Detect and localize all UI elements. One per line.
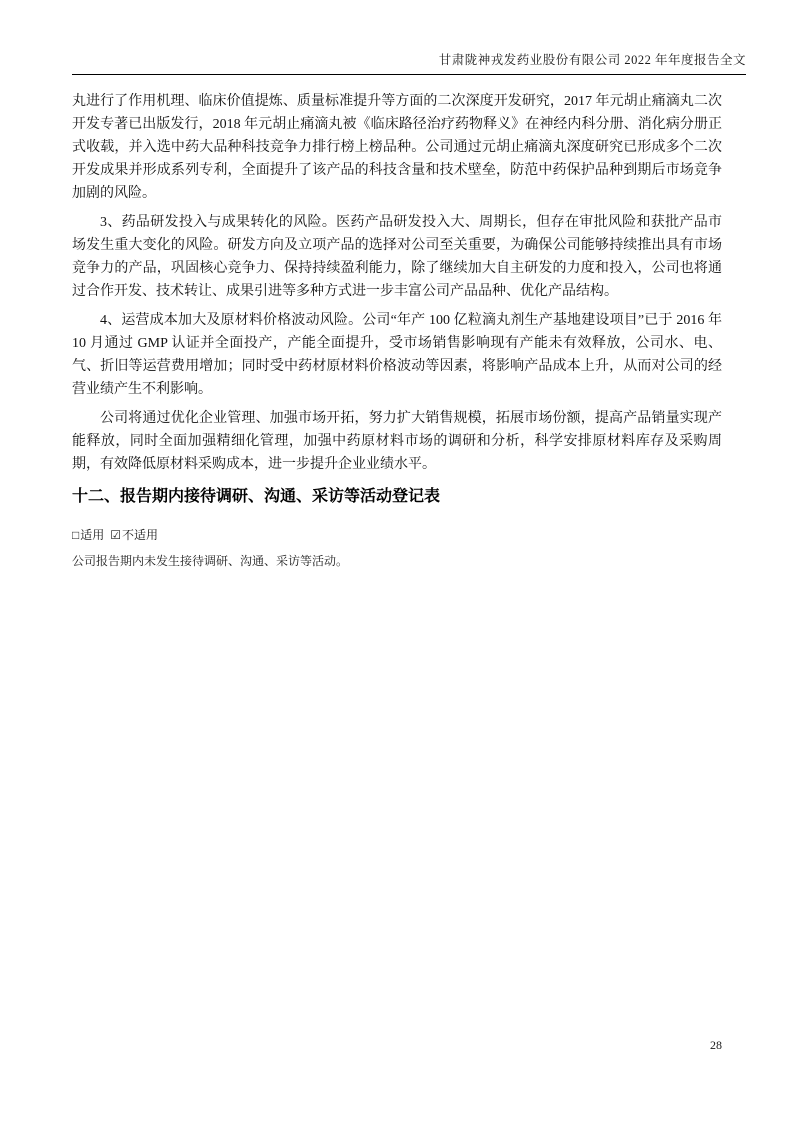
checkbox-not-applicable-label: 不适用	[122, 528, 159, 542]
note-text: 公司报告期内未发生接待调研、沟通、采访等活动。	[72, 554, 349, 568]
paragraph: 4、运营成本加大及原材料价格波动风险。公司“年产 100 亿粒滴丸剂生产基地建设项目”已于 2016 年 10 月通过 GMP 认证并全面投产，产能全面提升，受市场销售影响现有产能未有效释放，公司水、电、气、折旧等运营费用增加；同时受中药材原材料价格波动等因素，将影响产品成本上升，从而对公司的经营业绩产生不利影响。	[72, 313, 722, 397]
section-heading: 十二、报告期内接待调研、沟通、采访等活动登记表	[72, 488, 441, 505]
applicability-row	[72, 526, 722, 544]
checkbox-not-applicable	[110, 528, 158, 542]
paragraph: 丸进行了作用机理、临床价值提炼、质量标准提升等方面的二次深度开发研究，2017 年元胡止痛滴丸二次开发专著已出版发行，2018 年元胡止痛滴丸被《临床路径治疗药物释义》在神经内科分册、消化病分册正式收载，并入选中药大品种科技竞争力排行榜上榜品种。公司通过元胡止痛滴丸深度研究已形成多个二次开发成果并形成系列专利，全面提升了该产品的科技含量和技术壁垒，防范中药保护品种到期后市场竞争加剧的风险。	[72, 94, 722, 201]
paragraph: 3、药品研发投入与成果转化的风险。医药产品研发投入大、周期长，但存在审批风险和获批产品市场发生重大变化的风险。研发方向及立项产品的选择对公司至关重要，为确保公司能够持续推出具有市场竞争力的产品，巩固核心竞争力、保持持续盈利能力，除了继续加大自主研发的力度和投入，公司也将通过合作开发、技术转让、成果引进等多种方式进一步丰富公司产品品种、优化产品结构。	[72, 215, 722, 299]
page-footer	[72, 1036, 722, 1054]
checkbox-applicable	[72, 528, 104, 542]
page-body	[72, 90, 722, 570]
checkbox-applicable-label: 适用	[80, 528, 105, 542]
page-header	[72, 53, 746, 75]
paragraph: 公司将通过优化企业管理、加强市场开拓，努力扩大销售规模，拓展市场份额，提高产品销量实现产能释放，同时全面加强精细化管理，加强中药原材料市场的调研和分析，科学安排原材料库存及采购周期，有效降低原材料采购成本，进一步提升企业业绩水平。	[72, 411, 722, 472]
page-number: 28	[710, 1038, 722, 1052]
header-title: 甘肃陇神戎发药业股份有限公司 2022 年年度报告全文	[438, 53, 746, 67]
unchecked-checkbox-icon: □	[72, 528, 80, 542]
checked-checkbox-icon: ☑	[110, 528, 122, 542]
